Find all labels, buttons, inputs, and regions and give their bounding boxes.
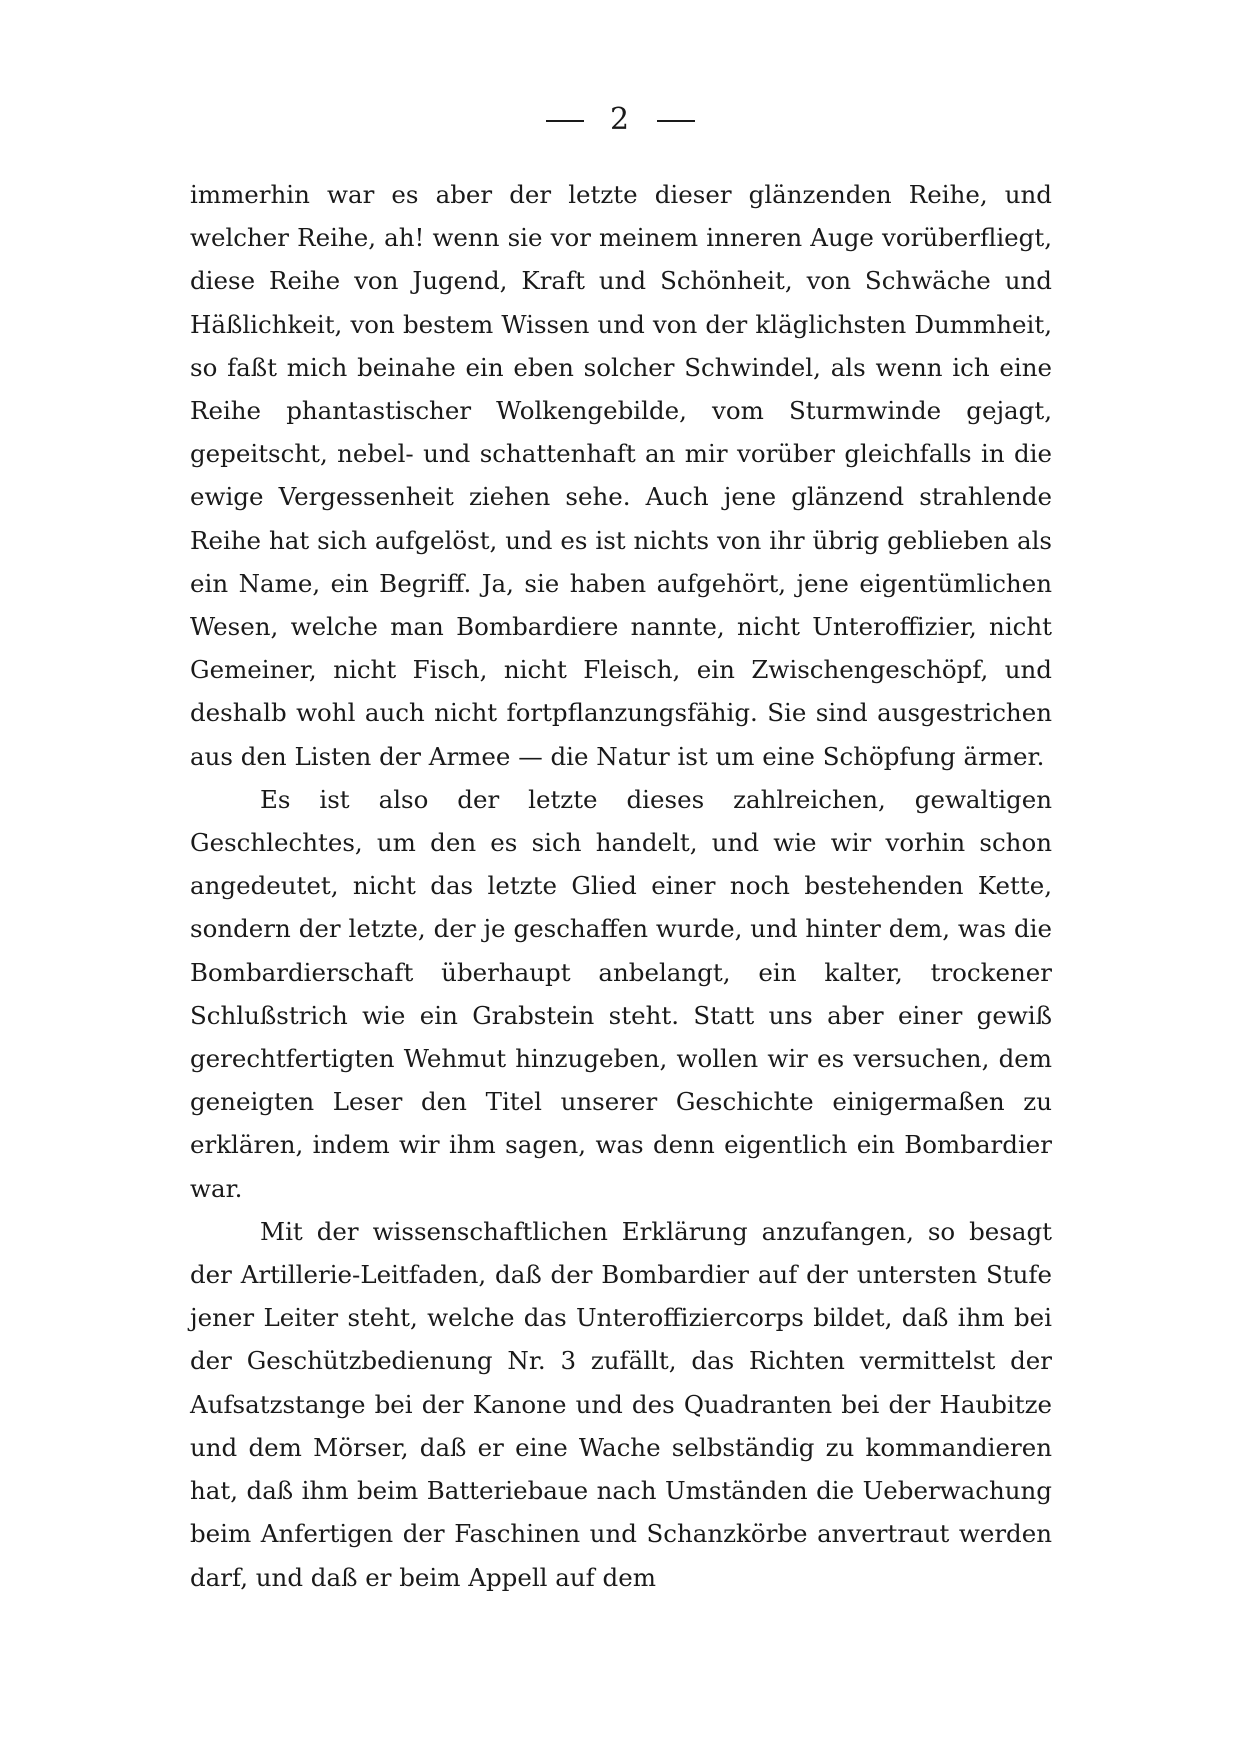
paragraph-2: Es ist also der letzte dieses zahlreichen, gewaltigen Geschlechtes, um den es sich handelt, und wie wir vorhin schon angedeutet, nicht das letzte Glied einer noch bestehenden Kette, sondern der letzte, der je geschaffen wurde, und hinter dem, was die Bombardierschaft überhaupt anbelangt, ein kalter, trockener Schlußstrich wie ein Grabstein steht. Statt uns aber einer gewiß gerechtfertigten Wehmut hinzugeben, wollen wir es versuchen, dem geneigten Leser den Titel unserer Geschichte einigermaßen zu erklären, indem wir ihm sagen, was denn eigentlich ein Bombardier war. (190, 784, 1052, 1203)
right-dash (657, 120, 695, 122)
page-header (0, 100, 1241, 140)
left-dash (546, 120, 584, 122)
paragraph-1: immerhin war es aber der letzte dieser glänzenden Reihe, und welcher Reihe, ah! wenn sie vor meinem inneren Auge vorüberfliegt, diese Reihe von Jugend, Kraft und Schönheit, von Schwäche und Häßlichkeit, von bestem Wissen und von der kläglichsten Dummheit, so faßt mich beinahe ein eben solcher Schwindel, als wenn ich eine Reihe phantastischer Wolkengebilde, vom Sturmwinde gejagt, gepeitscht, nebel- und schattenhaft an mir vorüber gleichfalls in die ewige Vergessenheit ziehen sehe. Auch jene glänzend strahlende Reihe hat sich aufgelöst, und es ist nichts von ihr übrig geblieben als ein Name, ein Begriff. Ja, sie haben aufgehört, jene eigentümlichen Wesen, welche man Bombardiere nannte, nicht Unteroffizier, nicht Gemeiner, nicht Fisch, nicht Fleisch, ein Zwischengeschöpf, und deshalb wohl auch nicht fortpflanzungsfähig. Sie sind ausgestrichen aus den Listen der Armee — die Natur ist um eine Schöpfung ärmer. (190, 180, 1052, 771)
paragraph-3: Mit der wissenschaftlichen Erklärung anzufangen, so besagt der Artillerie-Leitfaden, daß der Bombardier auf der untersten Stufe jener Leiter steht, welche das Unteroffiziercorps bildet, daß ihm bei der Geschützbedienung Nr. 3 zufällt, das Richten vermittelst der Aufsatzstange bei der Kanone und des Quadranten bei der Haubitze und dem Mörser, daß er eine Wache selbständig zu kommandieren hat, daß ihm beim Batteriebaue nach Umständen die Ueberwachung beim Anfertigen der Faschinen und Schanzkörbe anvertraut werden darf, und daß er beim Appell auf dem (190, 1216, 1052, 1592)
text-body (190, 173, 1052, 1599)
page-number: 2 (609, 102, 632, 137)
